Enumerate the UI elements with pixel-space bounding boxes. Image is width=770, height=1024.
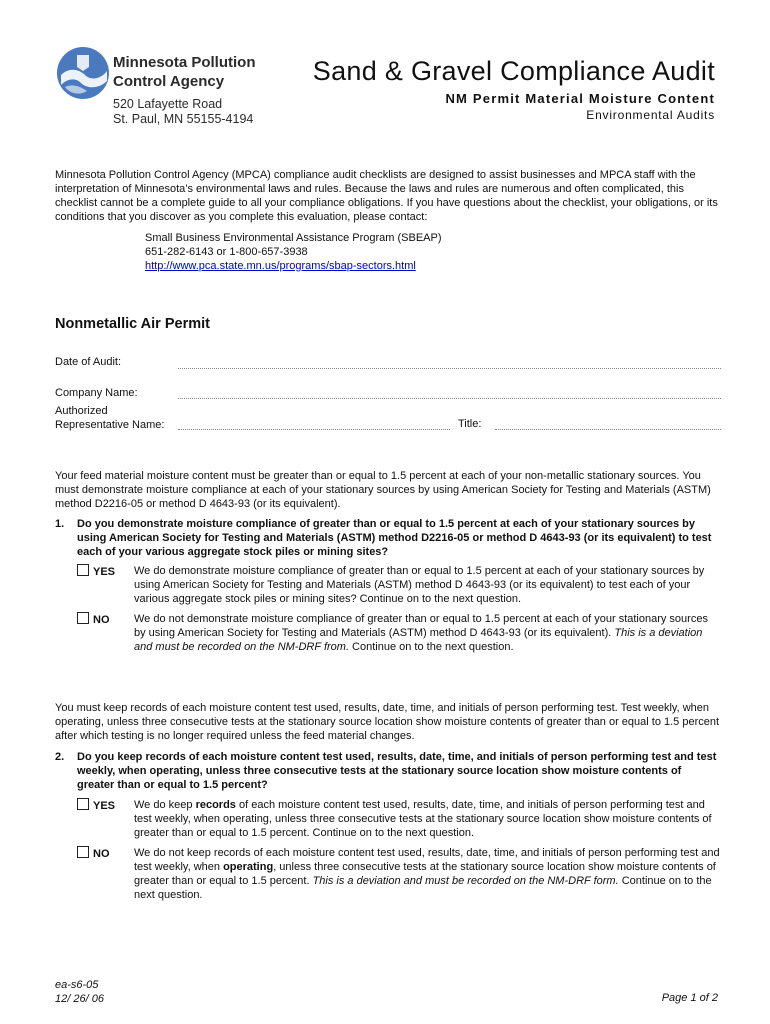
- document-subtitle: NM Permit Material Moisture Content: [445, 91, 715, 106]
- section-title: Nonmetallic Air Permit: [55, 316, 210, 332]
- q1-yes-label: YES: [93, 566, 116, 578]
- question-2-text: Do you keep records of each moisture content test used, results, date, time, and initials of person performing test and test weekly, when operating, unless three consecutive tests at the stationary source location show moisture contents of greater than or equal to 1.5 percent?: [77, 751, 717, 791]
- requirement-paragraph-1: Your feed material moisture content must be greater than or equal to 1.5 percent at each of your non-metallic stationary sources. You must demonstrate moisture compliance at each of your stationary sources by using American Society for Testing and Materials (ASTM) method D2216-05 or method D 4643-93 (or its equivalent).: [55, 470, 711, 510]
- q2-yes-text: [134, 798, 720, 840]
- q2-no-text-bold: operating: [223, 861, 274, 873]
- agency-name-line1: Minnesota Pollution: [113, 54, 256, 71]
- intro-paragraph: Minnesota Pollution Control Agency (MPCA) compliance audit checklists are designed to assist businesses and MPCA staff with the interpretation of Minnesota’s environmental laws and rules. Because the laws and rules are numerous and often complicated, this checklist cannot be a complete guide to all your compliance obligations. If you have questions about the checklist, your obligations, or its conditions that you discover as you complete this evaluation, please contact:: [55, 169, 718, 223]
- question-2: [55, 750, 720, 792]
- q2-yes-option[interactable]: [77, 798, 115, 812]
- q1-no-continue: Continue on to the next question.: [349, 641, 514, 653]
- question-1-number: 1.: [55, 518, 65, 530]
- q1-no-option[interactable]: [77, 612, 110, 626]
- q2-no-checkbox[interactable]: [77, 846, 89, 858]
- date-label: Date of Audit:: [55, 356, 122, 368]
- date-of-audit-field[interactable]: [178, 368, 721, 369]
- mpca-logo-icon: [55, 45, 111, 101]
- q1-yes-option[interactable]: [77, 564, 115, 578]
- company-label: Company Name:: [55, 387, 138, 399]
- q2-yes-text-a: We do keep: [134, 799, 196, 811]
- q2-no-text-b: , unless three consecutive tests at the stationary source location show moisture contents of greater than or equal to 1.5 percent.: [134, 861, 716, 887]
- contact-block: [145, 231, 442, 273]
- rep-label-line2: Representative Name:: [55, 419, 165, 431]
- footer-doc-info: [55, 978, 104, 1006]
- q1-yes-checkbox[interactable]: [77, 564, 89, 576]
- q2-yes-label: YES: [93, 800, 116, 812]
- rep-label: [55, 404, 164, 432]
- document-title: Sand & Gravel Compliance Audit: [312, 56, 715, 86]
- requirement-paragraph-2: You must keep records of each moisture content test used, results, date, time, and initials of person performing test. Test weekly, when operating, unless three consecutive tests at the stationary source location show moisture contents of greater than or equal to 1.5 percent after which testing is no longer required unless the feed material changes.: [55, 702, 720, 742]
- contact-name: Small Business Environmental Assistance Program (SBEAP): [145, 232, 442, 244]
- document-category: Environmental Audits: [586, 108, 715, 122]
- q1-no-checkbox[interactable]: [77, 612, 89, 624]
- agency-name: [113, 53, 256, 91]
- q2-no-continue: Continue on to the next question.: [134, 875, 712, 901]
- q1-no-text: [134, 612, 720, 654]
- q1-no-label: NO: [93, 614, 110, 626]
- contact-url-link[interactable]: http://www.pca.state.mn.us/programs/sbap-sectors.html: [145, 260, 416, 272]
- rep-label-line1: Authorized: [55, 405, 108, 417]
- question-1-text: Do you demonstrate moisture compliance of greater than or equal to 1.5 percent at each of your stationary sources by using American Society for Testing and Materials (ASTM) method D2216-05 or method D 4643-93 (or its equivalent) to test each of your various aggregate stock piles or mining sites?: [77, 518, 712, 558]
- q2-no-text: [134, 846, 720, 902]
- q2-yes-checkbox[interactable]: [77, 798, 89, 810]
- title-label: Title:: [458, 418, 482, 430]
- q2-yes-text-bold: records: [195, 799, 236, 811]
- agency-address: [113, 97, 253, 127]
- footer-date: 12/ 26/ 06: [55, 993, 104, 1005]
- agency-name-line2: Control Agency: [113, 73, 225, 90]
- page-number: Page 1 of 2: [661, 992, 718, 1004]
- q2-no-deviation-note: This is a deviation and must be recorded on the NM-DRF form.: [312, 875, 619, 887]
- question-1: [55, 517, 720, 559]
- q1-yes-text: We do demonstrate moisture compliance of greater than or equal to 1.5 percent at each of your stationary sources by using American Society for Testing and Materials (ASTM) method D 4643-93 (or its equivalent) to test each of your various aggregate stock piles or mining sites? Continue on to the next question.: [134, 565, 705, 605]
- address-line2: St. Paul, MN 55155-4194: [113, 112, 254, 126]
- q1-no-deviation-note: This is a deviation and must be recorded on the NM-DRF from.: [134, 627, 703, 653]
- address-line1: 520 Lafayette Road: [113, 97, 223, 111]
- q2-yes-text-b: of each moisture content test used, results, date, time, and initials of person performing test and test weekly, when operating, unless three consecutive tests at the stationary source location show moisture contents of greater than or equal to 1.5 percent. Continue on to the next question.: [134, 799, 712, 839]
- q1-no-text-main: We do not demonstrate moisture compliance of greater than or equal to 1.5 percent at each of your stationary sources by using American Society for Testing and Materials (ASTM) method D 4643-93 (or its equivalent).: [134, 613, 708, 639]
- q2-no-text-a: We do not keep records of each moisture content test used, results, date, time, and initials of person performing test and test weekly, when: [134, 847, 720, 873]
- footer-doc-id: ea-s6-05: [55, 979, 99, 991]
- q2-no-label: NO: [93, 848, 110, 860]
- title-field[interactable]: [495, 429, 721, 430]
- contact-phone: 651-282-6143 or 1-800-657-3938: [145, 246, 308, 258]
- company-name-field[interactable]: [178, 398, 721, 399]
- q2-no-option[interactable]: [77, 846, 110, 860]
- question-2-number: 2.: [55, 751, 65, 763]
- representative-name-field[interactable]: [178, 429, 450, 430]
